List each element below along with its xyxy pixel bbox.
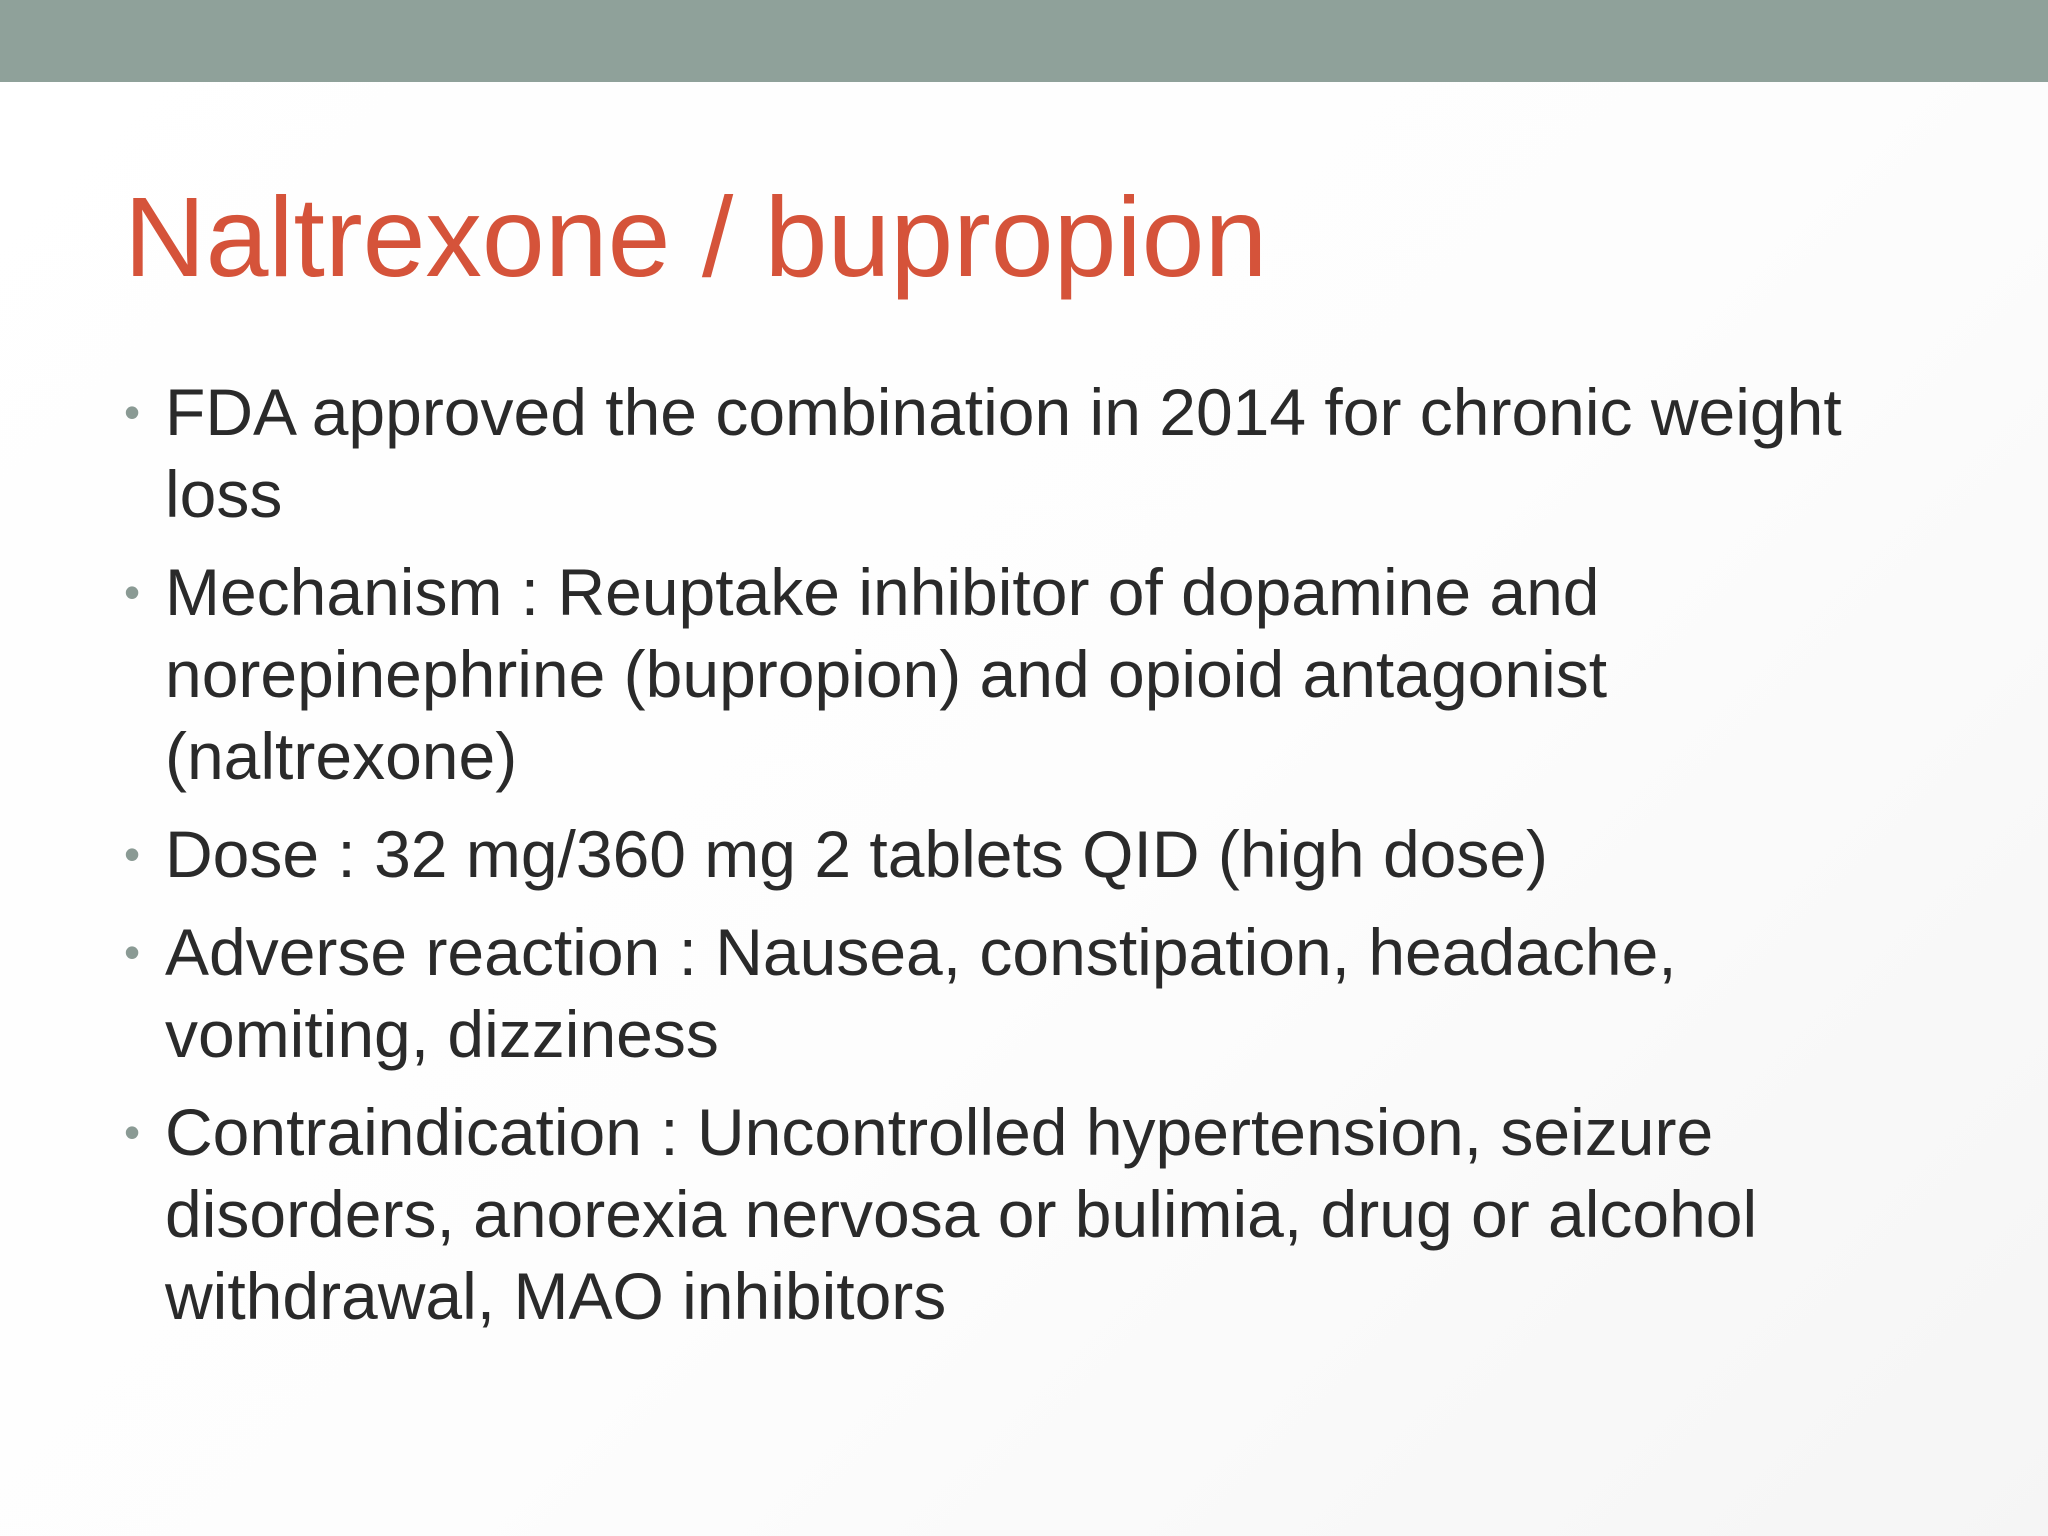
bullet-item-mechanism: [124, 551, 1924, 797]
bullet-dot-icon: •: [124, 828, 141, 880]
bullet-item-contraindication: [124, 1091, 1924, 1337]
bullet-text: Contraindication : Uncontrolled hypertension, seizure disorders, anorexia nervosa or bulimia, drug or alcohol withdrawal, MAO inhibitors: [165, 1095, 1758, 1333]
bullet-item-adverse-reaction: [124, 911, 1924, 1075]
bullet-text: Adverse reaction : Nausea, constipation, headache, vomiting, dizziness: [165, 915, 1677, 1071]
bullet-text: FDA approved the combination in 2014 for chronic weight loss: [165, 375, 1842, 531]
bullet-text: Dose : 32 mg/360 mg 2 tablets QID (high dose): [165, 817, 1549, 891]
bullet-dot-icon: •: [124, 926, 141, 978]
bullet-dot-icon: •: [124, 386, 141, 438]
bullet-list: [124, 371, 1924, 1353]
bullet-dot-icon: •: [124, 566, 141, 618]
bullet-dot-icon: •: [124, 1106, 141, 1158]
bullet-item-fda-approval: [124, 371, 1924, 535]
bullet-text: Mechanism : Reuptake inhibitor of dopamine and norepinephrine (bupropion) and opioid antagonist (naltrexone): [165, 555, 1608, 793]
top-accent-bar: [0, 0, 2048, 82]
slide-title: Naltrexone / bupropion: [124, 174, 1268, 300]
bullet-item-dose: [124, 813, 1924, 895]
